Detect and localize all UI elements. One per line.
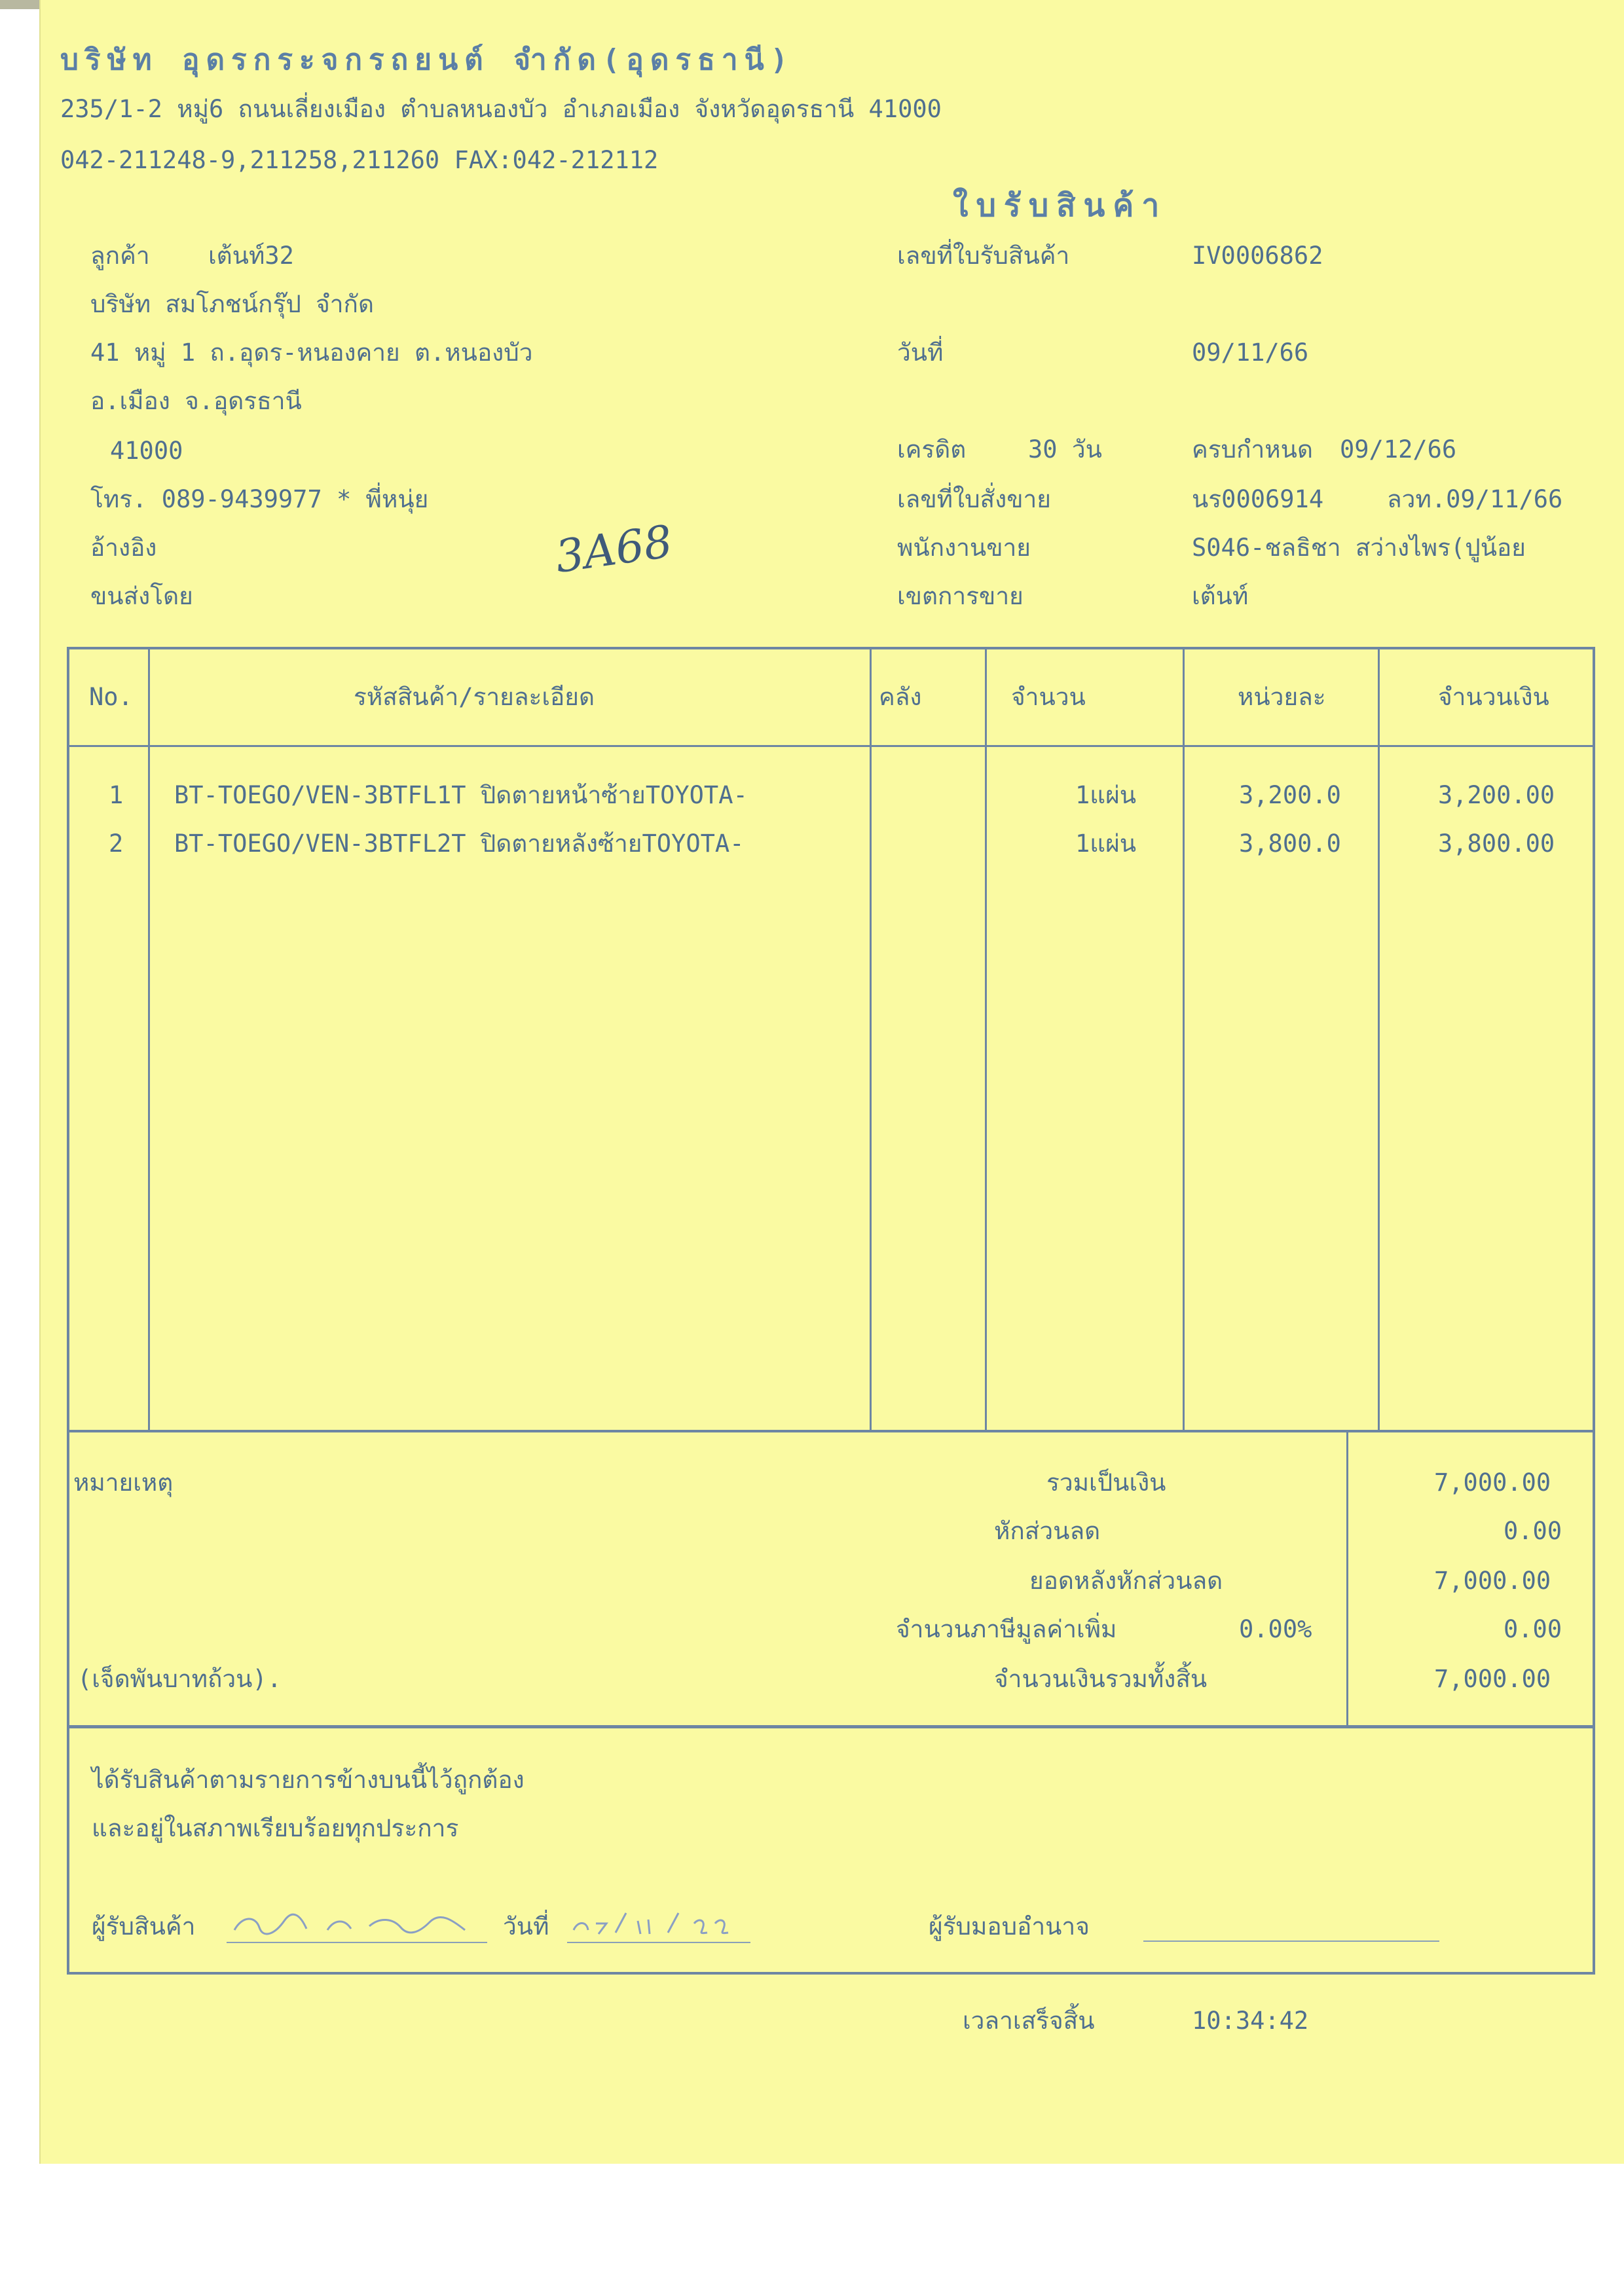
document-title: ใบรับสินค้า xyxy=(953,187,1168,224)
shipping-label: ขนส่งโดย xyxy=(90,582,193,610)
customer-postcode: 41000 xyxy=(110,437,183,465)
receiver-date-label: วันที่ xyxy=(503,1912,549,1941)
receiver-date-line xyxy=(567,1942,750,1943)
row-description: BT-TOEGO/VEN-3BTFL2T ปิดตายหลังซ้ายTOYOTA- xyxy=(174,829,745,858)
row-unit-price: 3,800.0 xyxy=(1239,829,1341,858)
receipt-no-label: เลขที่ใบรับสินค้า xyxy=(897,242,1070,270)
discount-value: 0.00 xyxy=(1504,1517,1562,1545)
customer-phone: โทร. 089-9439977 * พี่หนุ่ย xyxy=(90,485,429,513)
items-table xyxy=(67,647,1595,1432)
authorized-signature-line xyxy=(1143,1941,1439,1942)
col-divider xyxy=(870,647,872,1432)
total-value: 7,000.00 xyxy=(1434,1665,1551,1693)
vat-value: 0.00 xyxy=(1504,1615,1562,1643)
col-divider xyxy=(1183,647,1185,1432)
amount-in-words: (เจ็ดพันบาทถ้วน). xyxy=(77,1665,282,1693)
sales-area-label: เขตการขาย xyxy=(897,582,1024,610)
row-description: BT-TOEGO/VEN-3BTFL1T ปิดตายหน้าซ้ายTOYOTA- xyxy=(174,781,748,809)
row-amount: 3,200.00 xyxy=(1438,781,1555,809)
handwritten-note: 3A68 xyxy=(552,515,676,584)
summary-box xyxy=(67,1430,1595,1728)
after-discount-value: 7,000.00 xyxy=(1434,1567,1551,1595)
finish-time-label: เวลาเสร็จสิ้น xyxy=(963,2007,1095,2035)
date-value: 09/11/66 xyxy=(1192,338,1309,367)
discount-label: หักส่วนลด xyxy=(994,1517,1101,1545)
order-no: นร0006914 xyxy=(1192,485,1324,513)
customer-address-2: อ.เมือง จ.อุดรธานี xyxy=(90,387,302,415)
receiver-label: ผู้รับสินค้า xyxy=(92,1912,196,1941)
customer-label: ลูกค้า xyxy=(90,242,150,270)
order-date: ลวท.09/11/66 xyxy=(1387,485,1563,513)
company-phones: 042-211248-9,211258,211260 FAX:042-212112 xyxy=(60,146,659,174)
date-label: วันที่ xyxy=(897,338,944,367)
col-header-unit-price: หน่วยละ xyxy=(1238,683,1326,711)
customer-code: เต้นท์32 xyxy=(208,242,294,270)
subtotal-value: 7,000.00 xyxy=(1434,1468,1551,1497)
order-no-label: เลขที่ใบสั่งขาย xyxy=(897,485,1051,513)
acknowledgement-line-2: และอยู่ในสภาพเรียบร้อยทุกประการ xyxy=(92,1814,459,1842)
summary-divider xyxy=(1346,1430,1348,1728)
row-unit-price: 3,200.0 xyxy=(1239,781,1341,809)
remark-label: หมายเหตุ xyxy=(73,1468,174,1497)
col-header-amount: จำนวนเงิน xyxy=(1438,683,1549,711)
vat-rate: 0.00% xyxy=(1239,1615,1312,1643)
company-address: 235/1-2 หมู่6 ถนนเลี่ยงเมือง ตำบลหนองบัว อำเภอเมือง จังหวัดอุดรธานี 41000 xyxy=(60,95,942,123)
after-discount-label: ยอดหลังหักส่วนลด xyxy=(1029,1567,1223,1595)
col-divider xyxy=(148,647,150,1432)
col-divider xyxy=(985,647,987,1432)
acknowledgement-line-1: ได้รับสินค้าตามรายการข้างบนนี้ไว้ถูกต้อง xyxy=(92,1766,525,1794)
receiver-handwritten-date xyxy=(570,1904,753,1942)
receiver-signature-line xyxy=(227,1942,487,1943)
row-quantity: 1แผ่น xyxy=(1075,781,1137,809)
customer-name: บริษัท สมโภชน์กรุ๊ป จำกัด xyxy=(90,290,374,318)
row-no: 2 xyxy=(109,829,124,858)
col-divider xyxy=(1378,647,1380,1432)
salesperson-label: พนักงานขาย xyxy=(897,534,1031,562)
receiver-signature xyxy=(229,1904,485,1942)
reference-label: อ้างอิง xyxy=(90,534,157,562)
due-label: ครบกำหนด xyxy=(1192,435,1313,464)
company-name: บริษัท อุดรกระจกรถยนต์ จำกัด(อุดรธานี) xyxy=(60,43,795,77)
finish-time: 10:34:42 xyxy=(1192,2007,1309,2035)
due-date: 09/12/66 xyxy=(1340,435,1457,464)
customer-address-1: 41 หมู่ 1 ถ.อุดร-หนองคาย ต.หนองบัว xyxy=(90,338,533,367)
credit-days: 30 วัน xyxy=(1028,435,1102,464)
credit-label: เครดิต xyxy=(897,435,967,464)
sales-area: เต้นท์ xyxy=(1192,582,1249,610)
row-amount: 3,800.00 xyxy=(1438,829,1555,858)
table-header-divider xyxy=(67,745,1595,747)
total-label: จำนวนเงินรวมทั้งสิ้น xyxy=(994,1665,1208,1693)
col-header-description: รหัสสินค้า/รายละเอียด xyxy=(354,683,595,711)
receipt-no: IV0006862 xyxy=(1192,242,1323,270)
row-quantity: 1แผ่น xyxy=(1075,829,1137,858)
authorized-label: ผู้รับมอบอำนาจ xyxy=(929,1912,1090,1941)
vat-label: จำนวนภาษีมูลค่าเพิ่ม xyxy=(896,1615,1117,1643)
col-header-warehouse: คลัง xyxy=(879,683,922,711)
col-header-no: No. xyxy=(89,683,133,711)
subtotal-label: รวมเป็นเงิน xyxy=(1046,1468,1166,1497)
salesperson: S046-ชลธิชา สว่างไพร(ปูน้อย xyxy=(1192,534,1526,562)
col-header-quantity: จำนวน xyxy=(1011,683,1086,711)
row-no: 1 xyxy=(109,781,124,809)
